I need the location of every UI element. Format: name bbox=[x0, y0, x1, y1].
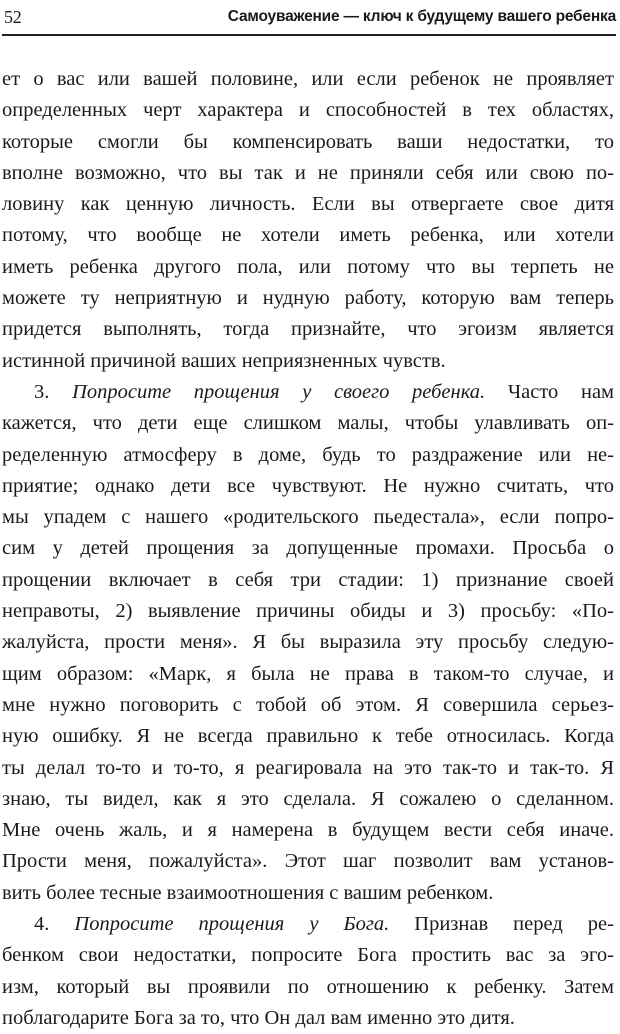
list-number: 3. bbox=[34, 380, 73, 403]
text-line: можете ту неприятную и нудную работу, которую вам теперь bbox=[2, 287, 614, 310]
text-line: бенком свои недостатки, попросите Бога простить вас за эго- bbox=[2, 944, 614, 967]
text-line: изм, который вы проявили по отношению к ребенку. Затем bbox=[2, 975, 614, 998]
text-line: вить более тесные взаимоотношения с вашим ребенком. bbox=[2, 881, 494, 904]
line-text: Признав перед ре- bbox=[389, 913, 614, 936]
text-line: Прости меня, пожалуйста». Этот шаг позволит вам установ- bbox=[2, 850, 614, 873]
text-line: ределенную атмосферу в доме, будь то раздражение или не- bbox=[2, 443, 614, 466]
text-line: ную ошибку. Я не всегда правильно к тебе относилась. Когда bbox=[2, 725, 614, 748]
text-line: поблагодарите Бога за то, что Он дал вам именно это дитя. bbox=[2, 1006, 515, 1029]
text-line: определенных черт характера и способностей в тех областях, bbox=[2, 99, 614, 122]
page-header bbox=[2, 0, 616, 36]
text-line: неправоты, 2) выявление причины обиды и 3) просьбу: «По- bbox=[2, 600, 614, 623]
line-text: Часто нам bbox=[485, 380, 614, 403]
text-line: иметь ребенка другого пола, или потому что вы терпеть не bbox=[2, 255, 614, 278]
text-line: приятие; однако дети все чувствуют. Не нужно считать, что bbox=[2, 474, 614, 497]
text-line: ет о вас или вашей половине, или если ребенок не проявляет bbox=[2, 68, 614, 90]
list-number: 4. bbox=[34, 913, 75, 936]
text-line: жалуйста, прости меня». Я бы выразила эту просьбу следую- bbox=[2, 631, 614, 654]
body-text bbox=[2, 64, 614, 1034]
text-line: щим образом: «Марк, я была не права в таком-то случае, и bbox=[2, 662, 614, 685]
italic-heading: Попросите прощения у Бога. bbox=[74, 913, 390, 936]
text-line: знаю, ты видел, как я это сделала. Я сожалею о сделанном. bbox=[2, 787, 614, 810]
text-line: потому, что вообще не хотели иметь ребенка, или хотели bbox=[2, 224, 614, 247]
text-line: придется выполнять, тогда признайте, что эгоизм является bbox=[2, 318, 614, 341]
running-title: Самоуважение — ключ к будущему вашего ребенка bbox=[227, 8, 616, 25]
text-line: кажется, что дети еще слишком малы, чтобы улавливать оп- bbox=[2, 412, 614, 435]
text-line: Мне очень жаль, и я намерена в будущем вести себя иначе. bbox=[2, 819, 614, 842]
text-line: ты делал то-то и то-то, я реагировала на это так-то и так-то. Я bbox=[2, 756, 614, 779]
text-line bbox=[2, 909, 614, 940]
text-line: сим у детей прощения за допущенные промахи. Просьба о bbox=[2, 537, 614, 560]
italic-heading: Попросите прощения у своего ребенка. bbox=[72, 380, 486, 403]
text-line: ловину как ценную личность. Если вы отвергаете свое дитя bbox=[2, 193, 614, 216]
page-number: 52 bbox=[4, 6, 22, 27]
text-line: которые смогли бы компенсировать ваши недостатки, то bbox=[2, 130, 614, 153]
text-line: мы упадем с нашего «родительского пьедестала», если попро- bbox=[2, 506, 614, 529]
text-line: вполне возможно, что вы так и не приняли себя или свою по- bbox=[2, 161, 614, 184]
text-line: мне нужно поговорить с тобой об этом. Я совершила серьез- bbox=[2, 693, 614, 716]
text-line: прощении включает в себя три стадии: 1) признание своей bbox=[2, 568, 614, 591]
text-line bbox=[2, 377, 614, 408]
text-line: истинной причиной ваших неприязненных чувств. bbox=[2, 349, 446, 372]
